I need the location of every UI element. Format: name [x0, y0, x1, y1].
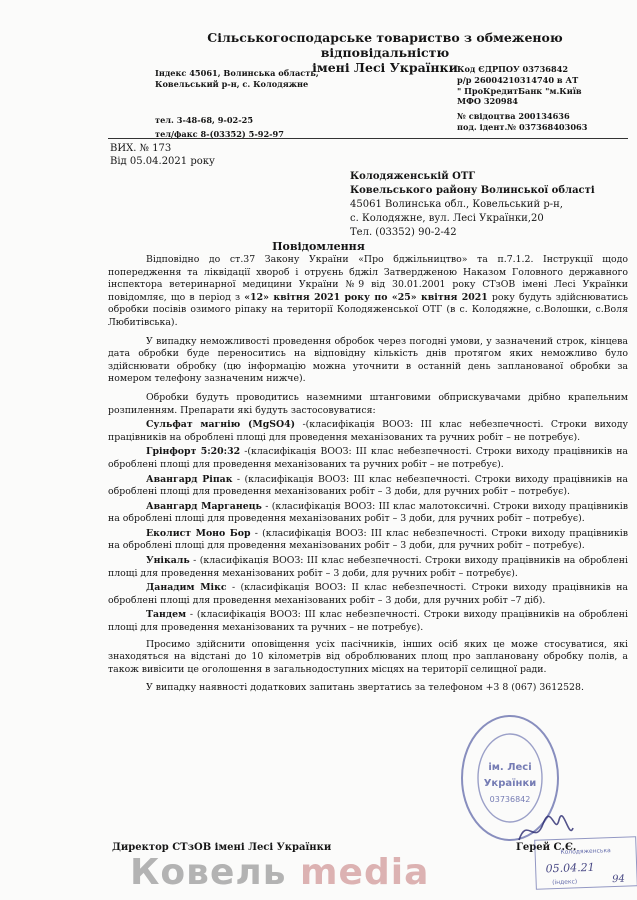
product-description: - (класифікація ВООЗ: ІІІ клас небезпечності. Строки виходу працівників на оброблені площі для проведення механізованих робіт – 3 доби, для ручних робіт – потребує).: [108, 473, 629, 498]
svg-text:94: 94: [612, 873, 626, 886]
product-description: - (класифікація ВООЗ: ІІІ клас небезпечності. Строки виходу працівників на оброблені площі для проведення механізованих робіт – 3 доби, для ручних робіт – потребує).: [108, 555, 628, 579]
product-item: [108, 474, 628, 499]
svg-text:Колодяженська: Колодяженська: [560, 847, 611, 856]
product-description: - (класифікація ВООЗ: ІІІ клас небезпечності. Строки виходу працівників на оброблені площі для проведення механізованих робіт – 3 доби, для ручних робіт – потребує).: [108, 527, 628, 552]
product-item: [108, 582, 628, 607]
org-name-line1: Сільськогосподарське товариство з обмеженою відповідальністю: [207, 30, 563, 60]
paragraph-request: Просимо здійснити оповіщення усіх пасічників, інших осіб яких це може стосуватися, які знаходяться на відстані до 10 кілометрів від оброблюваних площ про заплановану обробку полів, а також вивісити це оголошення в загальнодоступних місцях на території селищної ради.: [108, 638, 628, 675]
products-list: [108, 419, 628, 635]
product-name: Грінфорт 5:20:32: [146, 446, 241, 458]
paragraph-contact: У випадку наявності додаткових запитань звертатись за телефоном +3 8 (067) 3612528.: [146, 682, 584, 694]
org-address: Індекс 45061, Волинська область, Ковельський р-н, с. Колодяжне: [155, 68, 319, 89]
product-name: Унікаль: [146, 555, 190, 567]
product-item: [108, 419, 628, 444]
outgoing-date: Від 05.04.2021 року: [110, 156, 215, 167]
paragraph-weather: У випадку неможливості проведення обробок через погодні умови, у зазначений строк, кінцева дата обробки буде переноситись на відповідну кількість днів протягом яких неможливо було здійснювати обробку (цю інформацію можна уточнити в останній день запланованої обробки за номером телефону зазначеним нижче).: [108, 335, 628, 385]
product-item: [108, 501, 628, 526]
svg-text:05.04.21: 05.04.21: [545, 860, 595, 876]
watermark-logo: Ковель media: [130, 852, 430, 893]
product-item: [108, 528, 628, 553]
product-name: Данадим Мікс: [146, 582, 227, 594]
signature-name: Герей С.Є.: [516, 842, 577, 853]
signature-director: Директор СТзОВ імені Лесі Українки: [112, 842, 332, 853]
product-description: - (класифікація ВООЗ: ІІ клас небезпечності. Строки виходу працівників на оброблені площі для проведення механізованих робіт – 3 доби, для ручних робіт –7 діб).: [108, 582, 628, 606]
product-item: [108, 446, 628, 471]
product-item: [108, 555, 628, 580]
product-description: -(класифікація ВООЗ: ІІІ клас небезпечності. Строки виходу працівників на оброблені площі для проведення механізованих та ручних робіт – не потребує).: [108, 419, 628, 443]
product-name: Тандем: [146, 609, 187, 621]
header-divider: [108, 138, 628, 139]
product-description: - (класифікація ВООЗ: ІІІ клас малотоксичні. Строки виходу працівників на оброблені площі для проведення механізованих робіт – 3 доби, для ручних робіт – потребує).: [108, 500, 629, 525]
product-name: Авангард Марганець: [146, 500, 262, 512]
paragraph-method: Обробки будуть проводитись наземними штанговими обприскувачами дрібно крапельним розпиленням. Препарати які будуть застосовуватися:: [108, 391, 628, 416]
org-phones: тел. 3-48-68, 9-02-25 тел/факс 8-(03352) 5-92-97: [155, 115, 284, 139]
svg-text:(індекс): (індекс): [552, 878, 578, 887]
outgoing-number: ВИХ. № 173: [110, 143, 172, 154]
svg-text:ім. Лесі: ім. Лесі: [488, 762, 532, 773]
addressee-block: Колодяженській ОТГ Ковельського району Волинської області 45061 Волинська обл., Ковельський р-н, с. Колодяжне, вул. Лесі Українки,20 Тел. (03352) 90-2-42: [350, 171, 595, 238]
org-bank-details: Код ЄДРПОУ 03736842 р/р 26004210314740 в АТ " ПроКредитБанк "м.Київ МФО 320984 № свідоцтва 200134636 под. ідент.№ 037368403063: [457, 64, 588, 132]
notice-body: [108, 254, 628, 695]
incoming-stamp: [534, 836, 637, 890]
notice-title: Повідомлення: [272, 240, 365, 253]
product-item: [108, 609, 628, 634]
org-name-line2: імені Лесі Українки: [312, 60, 458, 75]
svg-text:Українки: Українки: [483, 778, 537, 789]
product-description: -(класифікація ВООЗ: ІІІ клас небезпечності. Строки виходу працівників на оброблені площі для проведення механізованих та ручних робіт – не потребує).: [108, 446, 628, 470]
product-name: Еколист Моно Бор: [146, 527, 251, 539]
svg-text:03736842: 03736842: [489, 795, 531, 804]
product-name: Авангард Ріпак: [146, 473, 233, 485]
product-description: - (класифікація ВООЗ: ІІІ клас небезпечності. Строки виходу працівників на оброблені площі для проведення механізованих та ручних – не потребує).: [108, 609, 628, 634]
paragraph-intro: Відповідно до ст.37 Закону України «Про бджільництво» та п.7.1.2. Інструкції щодо попередження та ліквідації хвороб і отруєнь бджіл Затвердженою Наказом Головного державного інспектора ветеринарної медицини України №9 від 30.01.2001 року СТзОВ імені Лесі Українки повідомляє, що в період з «12» квітня 2021 року по «25» квітня 2021 року будуть здійснюватись обробки посівів озимого ріпаку на території Колодяженської ОТГ (в с. Колодяжне, с.Волошки, с.Воля Любитівська).: [108, 254, 628, 328]
product-name: Сульфат магнію (MgSO4): [146, 419, 296, 431]
